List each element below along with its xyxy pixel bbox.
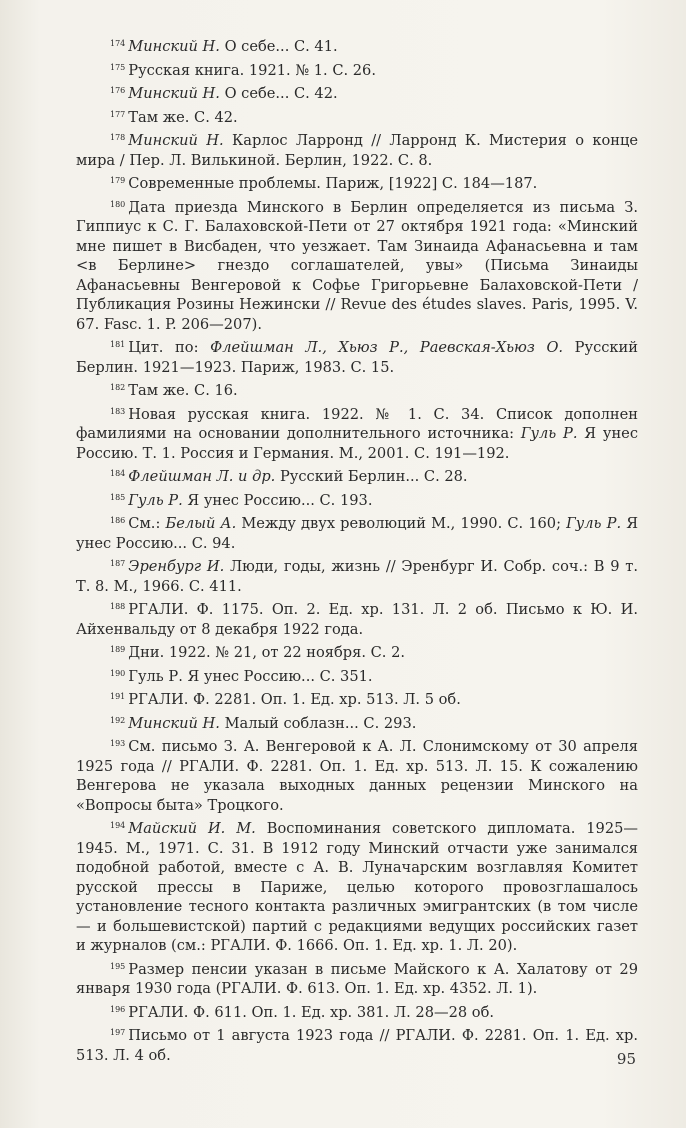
footnote-number: 179 [110,176,126,185]
footnote [76,687,638,710]
footnote-author: Майский И. М. [128,820,256,837]
footnote-author: Эренбург И. [128,558,225,575]
footnote-text: Гуль Р. Я унес Россию... С. 351. [128,667,373,685]
footnote-number: 176 [110,86,126,95]
footnote-number: 174 [110,39,126,48]
footnote [76,734,638,815]
footnote-text: РГАЛИ. Ф. 2281. Оп. 1. Ед. хр. 513. Л. 5 об. [128,691,461,708]
footnote [76,488,638,511]
footnote [76,464,638,487]
footnote [76,81,638,104]
footnote-author: Гуль Р. [566,515,622,532]
footnote-text: Дата приезда Минского в Берлин определяется из письма З. Гиппиус к С. Г. Балаховской-Пети от 27 октября 1921 года: «Минский мне пишет в Висбаден, что уезжает. Там Зинаида Афанасьевна и там <в Берлине> гнездо соглашателей, увы» (Письма Зинаиды Афанасьевны Венгеровой к Софье Григорьевне Балаховской-Пети / Публикация Розины Нежински // Revue des études slaves. Paris, 1995. V. 67. Fasc. 1. P. 206—207). [76,198,638,333]
footnote-number: 181 [110,340,126,349]
footnote-author: Флейшман Л., Хьюз Р., Раевская-Хьюз О. [210,339,564,356]
footnote-text: Карлос Ларронд // Ларронд К. Мистерия о конце мира / Пер. Л. Вилькиной. Берлин, 1922. С. 8. [76,132,638,169]
footnote-text: Я унес Россию... С. 193. [182,491,373,509]
footnote-text: Там же. С. 16. [128,382,238,399]
footnote-number: 195 [110,961,126,971]
footnote-text: Я унес Россию. Т. 1. Россия и Германия. М., 2001. С. 191—192. [76,425,638,462]
footnote-number: 185 [110,492,126,502]
footnote-number: 192 [110,715,126,725]
footnote-text: Малый соблазн... С. 293. [219,714,417,732]
footnote [76,128,638,170]
footnote-text: См.: [128,515,166,532]
footnote-number: 191 [110,692,126,701]
footnote [76,105,638,128]
footnote-text: РГАЛИ. Ф. 611. Оп. 1. Ед. хр. 381. Л. 28—28 об. [128,1003,494,1021]
footnote [76,816,638,956]
footnote [76,511,638,553]
footnote-text: См. письмо З. А. Венгеровой к А. Л. Слонимскому от 30 апреля 1925 года // РГАЛИ. Ф. 2281. Оп. 1. Ед. хр. 513. Л. 15. К сожалению Венгерова не указала выходных данных рецензии Минского на «Вопросы быта» Троцкого. [76,738,638,814]
footnote-number: 184 [110,469,126,478]
footnote-number: 190 [110,668,126,678]
footnote-text: Русский Берлин. 1921—1923. Париж, 1983. С. 15. [76,339,639,376]
footnote-text: Русский Берлин... С. 28. [275,468,468,485]
footnote-number: 194 [110,821,126,830]
footnote-number: 175 [110,62,126,72]
footnote-number: 196 [110,1004,126,1014]
page-number: 95 [616,1050,636,1068]
footnotes-list [76,34,638,1066]
footnote-text: Письмо от 1 августа 1923 года // РГАЛИ. Ф. 2281. Оп. 1. Ед. хр. 513. Л. 4 об. [76,1027,638,1064]
footnote [76,34,638,57]
footnote-number: 193 [110,739,126,748]
footnote-text: РГАЛИ. Ф. 1175. Оп. 2. Ед. хр. 131. Л. 2 об. Письмо к Ю. И. Айхенвальду от 8 декабря 1922 года. [76,601,638,638]
footnote-number: 180 [110,199,126,209]
footnote-number: 182 [110,383,126,392]
footnote-number: 183 [110,406,126,416]
footnote-number: 178 [110,133,126,142]
footnote-text: Воспоминания советского дипломата. 1925—1945. М., 1971. С. 31. В 1912 году Минский отчасти уже занимался подобной работой, вместе с А. В. Луначарским возглавляя Комитет русской прессы в Париже, целью которого провозглашалось установление тесного контакта различных эмигрантских (в том числе — и большевистской) партий с редакциями ведущих российских газет и журналов (см.: РГАЛИ. Ф. 1666. Оп. 1. Ед. хр. 1. Л. 20). [76,820,638,954]
footnote-text: Я унес Россию... С. 94. [76,515,638,552]
footnote-number: 197 [110,1028,126,1037]
footnote [76,957,638,999]
footnote [76,171,638,194]
footnote-author: Белый А. [165,515,237,532]
footnote-author: Минский Н. [128,38,220,55]
footnote-text: Дни. 1922. № 21, от 22 ноября. С. 2. [128,644,405,661]
footnote [76,335,638,377]
footnote [76,195,638,335]
footnote-text: Размер пенсии указан в письме Майского к А. Халатову от 29 января 1930 года (РГАЛИ. Ф. 613. Оп. 1. Ед. хр. 4352. Л. 1). [76,960,638,997]
footnote-author: Минский Н. [128,85,220,102]
footnote-author: Минский Н. [128,132,224,149]
footnote [76,554,638,596]
footnote-text: Современные проблемы. Париж, [1922] С. 184—187. [128,175,538,192]
footnote-author: Гуль Р. [520,425,578,442]
footnote [76,378,638,401]
footnote [76,664,638,687]
footnote-number: 186 [110,516,126,525]
footnote-number: 187 [110,559,126,568]
footnote-number: 188 [110,602,126,611]
footnote-number: 177 [110,109,126,119]
footnote [76,1023,638,1065]
footnote-text: О себе... С. 41. [219,38,338,55]
footnote-text: О себе... С. 42. [219,85,338,102]
footnote [76,402,638,464]
footnote-text: Между двух революций М., 1990. С. 160; [236,515,567,532]
footnote [76,1000,638,1023]
footnote-text: Цит. по: [128,339,211,356]
footnote [76,58,638,81]
footnote-text: Новая русская книга. 1922. № 1. С. 34. Список дополнен фамилиями на основании дополнительного источника: [76,405,638,442]
footnote [76,711,638,734]
footnote [76,597,638,639]
footnote-author: Гуль Р. [128,491,183,509]
footnote-author: Минский Н. [128,714,220,732]
footnote-author: Флейшман Л. и др. [128,468,276,485]
footnote-number: 189 [110,645,126,654]
footnote-text: Русская книга. 1921. № 1. С. 26. [128,61,376,79]
footnote-text: Там же. С. 42. [128,108,238,126]
footnote-text: Люди, годы, жизнь // Эренбург И. Собр. соч.: В 9 т. Т. 8. М., 1966. С. 411. [76,558,638,595]
footnote [76,640,638,663]
